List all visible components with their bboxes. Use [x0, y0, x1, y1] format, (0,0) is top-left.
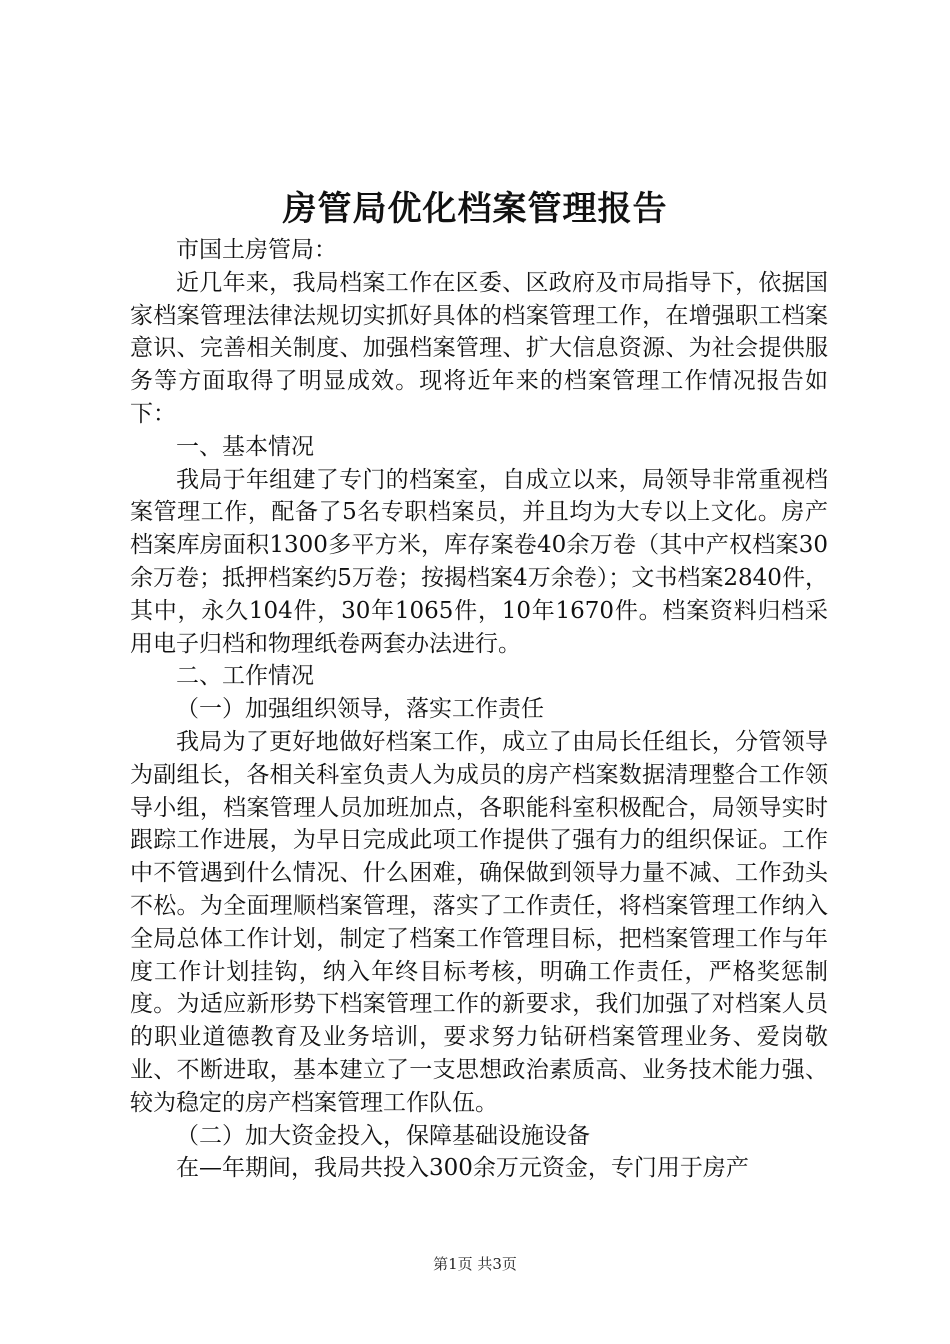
section-heading-basic: 一、基本情况 [176, 433, 314, 460]
subsection-heading-2: （二）加大资金投入，保障基础设施设备 [176, 1122, 590, 1149]
subsection-heading-1: （一）加强组织领导，落实工作责任 [176, 696, 544, 723]
page-footer: 第1页 共3页 [433, 1255, 517, 1273]
organization-paragraph: 我局为了更好地做好档案工作，成立了由局长任组长，分管领导为副组长，各相关科室负责人为成员的房产档案数据清理整合工作领导小组，档案管理人员加班加点，各职能科室积极配合，局领导实时跟踪工作进展，为早日完成此项工作提供了强有力的组织保证。工作中不管遇到什么情况、什么困难，确保做到领导力量不减、工作劲头不松。为全面理顺档案管理，落实了工作责任，将档案管理工作纳入全局总体工作计划，制定了档案工作管理目标，把档案管理工作与年度工作计划挂钩，纳入年终目标考核，明确工作责任，严格奖惩制度。为适应新形势下档案管理工作的新要求，我们加强了对档案人员的职业道德教育及业务培训，要求努力钻研档案管理业务、爱岗敬业、不断进取，基本建立了一支思想政治素质高、业务技术能力强、较为稳定的房产档案管理工作队伍。 [130, 728, 828, 1116]
investment-paragraph: 在—年期间，我局共投入300余万元资金，专门用于房产 [176, 1155, 749, 1182]
document-body [130, 234, 828, 1185]
intro-paragraph: 近几年来，我局档案工作在区委、区政府及市局指导下，依据国家档案管理法律法规切实抓好具体的档案管理工作，在增强职工档案意识、完善相关制度、加强档案管理、扩大信息资源、为社会提供服务等方面取得了明显成效。现将近年来的档案管理工作情况报告如下： [130, 269, 828, 427]
section-heading-work: 二、工作情况 [176, 663, 314, 690]
salutation: 市国土房管局： [176, 237, 337, 263]
basic-situation-paragraph: 我局于年组建了专门的档案室，自成立以来，局领导非常重视档案管理工作，配备了5名专职档案员，并且均为大专以上文化。房产档案库房面积1300多平方米，库存案卷40余万卷（其中产权档案30余万卷；抵押档案约5万卷；按揭档案4万余卷）；文书档案2840件，其中，永久104件，30年1065件，10年1670件。档案资料归档采用电子归档和物理纸卷两套办法进行。 [130, 466, 828, 657]
document-title: 房管局优化档案管理报告 [282, 189, 668, 229]
